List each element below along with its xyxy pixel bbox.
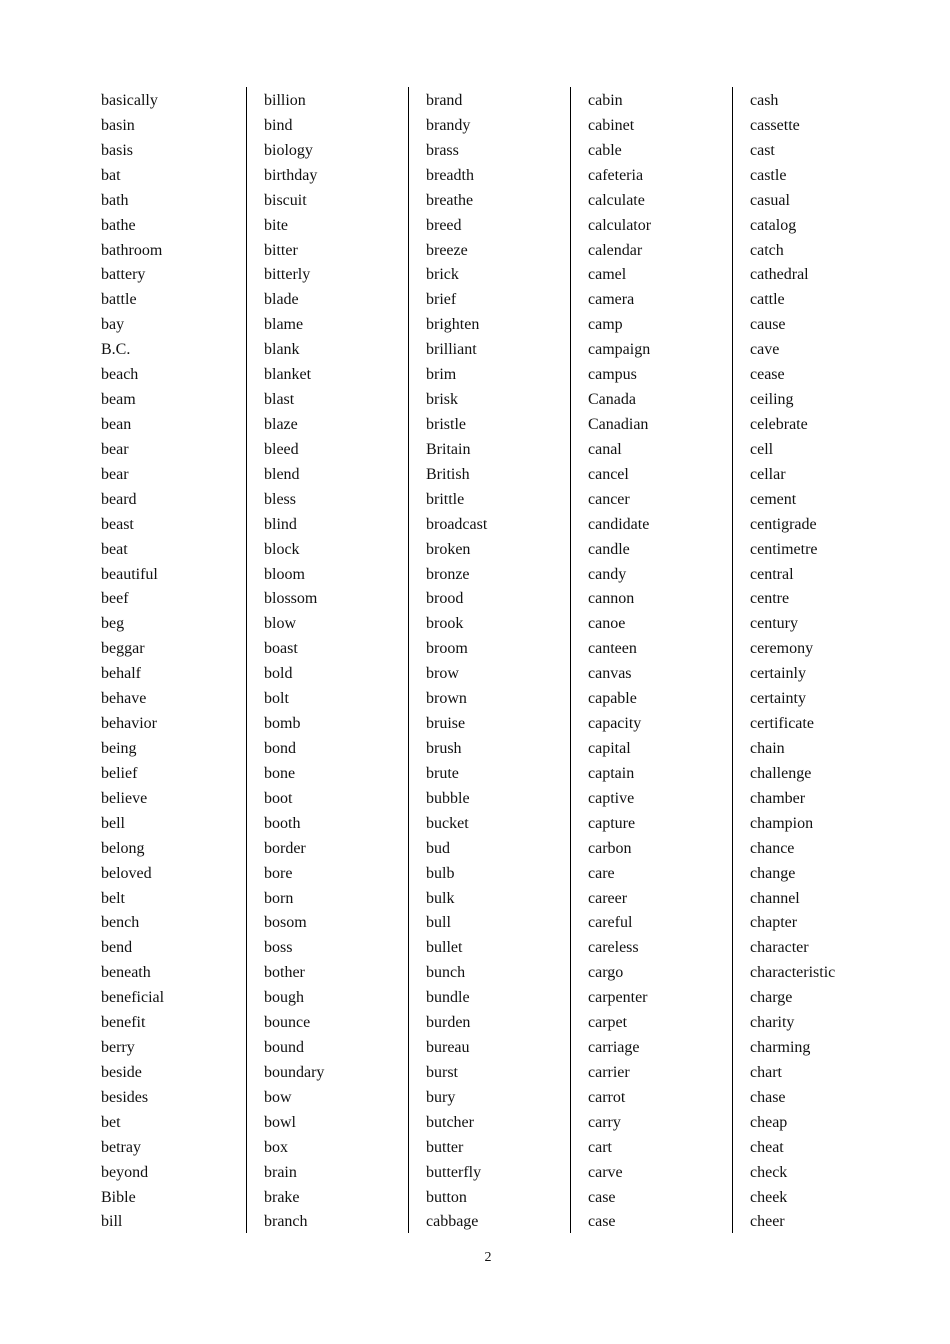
word-entry: cheap <box>750 1113 788 1131</box>
word-entry: bough <box>264 989 304 1007</box>
word-entry: canal <box>588 440 622 458</box>
word-entry: candle <box>588 540 630 558</box>
word-entry: breadth <box>426 166 474 184</box>
word-entry: besides <box>101 1088 149 1106</box>
word-entry: broadcast <box>426 515 488 533</box>
word-entry: beloved <box>101 864 152 882</box>
word-entry: bronze <box>426 565 470 583</box>
word-entry: cart <box>588 1138 612 1156</box>
word-entry: cancer <box>588 490 630 508</box>
word-entry: bleed <box>264 440 299 458</box>
word-entry: bundle <box>426 989 470 1007</box>
word-entry: bite <box>264 216 288 234</box>
word-entry: cabinet <box>588 116 635 134</box>
word-entry: bristle <box>426 415 466 433</box>
word-entry: Canada <box>588 391 636 409</box>
word-entry: check <box>750 1163 788 1181</box>
word-entry: bear <box>101 465 129 483</box>
word-entry: bet <box>101 1113 121 1131</box>
word-entry: box <box>264 1138 288 1156</box>
word-entry: cell <box>750 440 774 458</box>
word-entry: belt <box>101 889 125 907</box>
word-entry: carpet <box>588 1014 628 1032</box>
word-entry: blossom <box>264 590 318 608</box>
word-entry: carpenter <box>588 989 648 1007</box>
word-entry: bitter <box>264 241 298 259</box>
word-entry: bother <box>264 964 305 982</box>
word-entry: castle <box>750 166 787 184</box>
word-entry: career <box>588 889 628 907</box>
word-entry: border <box>264 839 306 857</box>
word-entry: brighten <box>426 316 480 334</box>
word-entry: born <box>264 889 294 907</box>
word-column-4 <box>570 87 732 1233</box>
word-entry: burst <box>426 1063 458 1081</box>
word-entry: carry <box>588 1113 621 1131</box>
word-entry: cash <box>750 92 779 109</box>
word-entry: cheat <box>750 1138 784 1156</box>
word-entry: blend <box>264 465 300 483</box>
word-entry: berry <box>101 1039 135 1057</box>
word-entry: capacity <box>588 715 642 733</box>
word-entry: bathroom <box>101 241 163 259</box>
word-entry: cease <box>750 366 785 384</box>
word-entry: calculator <box>588 216 652 234</box>
word-entry: butcher <box>426 1113 474 1131</box>
word-entry: biscuit <box>264 191 307 209</box>
word-entry: calendar <box>588 241 643 259</box>
word-entry: bowl <box>264 1113 296 1131</box>
word-entry: centigrade <box>750 515 817 533</box>
word-entry: bench <box>101 914 140 932</box>
word-entry: brake <box>264 1188 300 1206</box>
word-entry: campus <box>588 366 637 384</box>
word-entry: chamber <box>750 789 806 807</box>
word-entry: booth <box>264 814 301 832</box>
word-entry: care <box>588 864 615 882</box>
word-entry: bathe <box>101 216 136 234</box>
word-entry: bend <box>101 939 133 957</box>
word-entry: bitterly <box>264 266 311 284</box>
word-entry: bud <box>426 839 450 857</box>
word-entry: basically <box>101 92 158 109</box>
word-entry: beautiful <box>101 565 158 583</box>
word-entry: blaze <box>264 415 298 433</box>
word-entry: carrot <box>588 1088 626 1106</box>
word-entry: believe <box>101 789 148 807</box>
word-entry: cargo <box>588 964 624 982</box>
word-entry: basis <box>101 141 133 159</box>
word-entry: capture <box>588 814 636 832</box>
word-entry: brood <box>426 590 464 608</box>
word-entry: bolt <box>264 690 289 708</box>
word-entry: cabbage <box>426 1213 479 1231</box>
word-entry: certainly <box>750 665 806 683</box>
word-entry: biology <box>264 141 313 159</box>
word-entry: certificate <box>750 715 814 733</box>
word-entry: blade <box>264 291 299 309</box>
word-column-1 <box>84 87 246 1233</box>
word-entry: blast <box>264 391 295 409</box>
word-entry: candidate <box>588 515 650 533</box>
word-entry: bruise <box>426 715 466 733</box>
word-entry: chance <box>750 839 795 857</box>
word-entry: brandy <box>426 116 471 134</box>
word-entry: capital <box>588 739 631 757</box>
word-entry: battle <box>101 291 137 309</box>
word-entry: bless <box>264 490 296 508</box>
word-entry: bulb <box>426 864 455 882</box>
word-entry: chart <box>750 1063 782 1081</box>
word-entry: brick <box>426 266 459 284</box>
word-entry: characteristic <box>750 964 836 982</box>
word-entry: bulk <box>426 889 455 907</box>
word-entry: cannon <box>588 590 635 608</box>
word-entry: brush <box>426 739 462 757</box>
word-entry: cattle <box>750 291 785 309</box>
word-entry: bat <box>101 166 121 184</box>
word-entry: candy <box>588 565 627 583</box>
word-column-3 <box>408 87 570 1233</box>
word-entry: bath <box>101 191 129 209</box>
word-entry: basin <box>101 116 135 134</box>
word-entry: breathe <box>426 191 474 209</box>
word-entry: B.C. <box>101 341 131 359</box>
word-entry: butter <box>426 1138 464 1156</box>
word-entry: bound <box>264 1039 304 1057</box>
word-entry: breed <box>426 216 462 234</box>
word-entry: carriage <box>588 1039 640 1057</box>
word-entry: beat <box>101 540 128 558</box>
word-entry: brilliant <box>426 341 477 359</box>
word-entry: breeze <box>426 241 468 259</box>
word-column-2 <box>246 87 408 1233</box>
word-entry: Britain <box>426 440 471 458</box>
word-entry: chain <box>750 739 785 757</box>
word-entry: being <box>101 739 137 757</box>
word-entry: challenge <box>750 764 812 782</box>
word-entry: behalf <box>101 665 141 683</box>
word-entry: belong <box>101 839 145 857</box>
word-entry: beam <box>101 391 136 409</box>
word-entry: canteen <box>588 640 637 658</box>
word-entry: bean <box>101 415 132 433</box>
word-entry: cheer <box>750 1213 785 1231</box>
word-entry: cement <box>750 490 797 508</box>
word-entry: century <box>750 615 798 633</box>
word-entry: chase <box>750 1088 786 1106</box>
word-entry: casual <box>750 191 790 209</box>
word-entry: brand <box>426 92 463 109</box>
word-entry: bore <box>264 864 293 882</box>
word-entry: camel <box>588 266 627 284</box>
word-entry: brute <box>426 764 459 782</box>
word-entry: Bible <box>101 1188 136 1206</box>
word-column-5 <box>732 87 894 1233</box>
page-number: 2 <box>484 1250 492 1265</box>
word-entry: charming <box>750 1039 811 1057</box>
word-entry: behave <box>101 690 147 708</box>
word-entry: canoe <box>588 615 626 633</box>
word-entry: ceiling <box>750 391 794 409</box>
word-entry: cause <box>750 316 786 334</box>
word-entry: channel <box>750 889 800 907</box>
word-entry: blind <box>264 515 297 533</box>
word-list-table <box>84 87 894 1233</box>
word-entry: cabin <box>588 92 623 109</box>
word-entry: Canadian <box>588 415 649 433</box>
word-entry: bunch <box>426 964 466 982</box>
word-entry: certainty <box>750 690 806 708</box>
word-entry: beg <box>101 615 125 633</box>
word-entry: carrier <box>588 1063 630 1081</box>
word-entry: brook <box>426 615 464 633</box>
word-entry: careless <box>588 939 639 957</box>
word-entry: cassette <box>750 116 800 134</box>
word-entry: canvas <box>588 665 632 683</box>
word-entry: change <box>750 864 796 882</box>
word-entry: bury <box>426 1088 456 1106</box>
word-entry: catalog <box>750 216 797 234</box>
word-entry: belief <box>101 764 138 782</box>
word-entry: cast <box>750 141 775 159</box>
word-entry: brow <box>426 665 459 683</box>
word-entry: cable <box>588 141 622 159</box>
word-entry: centimetre <box>750 540 818 558</box>
word-entry: boot <box>264 789 293 807</box>
word-entry: beef <box>101 590 129 608</box>
word-entry: careful <box>588 914 633 932</box>
word-entry: battery <box>101 266 146 284</box>
word-entry: branch <box>264 1213 308 1231</box>
word-entry: bucket <box>426 814 469 832</box>
word-entry: bold <box>264 665 293 683</box>
word-entry: bounce <box>264 1014 311 1032</box>
word-entry: bay <box>101 316 125 334</box>
word-entry: burden <box>426 1014 471 1032</box>
word-entry: bell <box>101 814 125 832</box>
word-entry: beggar <box>101 640 145 658</box>
word-entry: betray <box>101 1138 141 1156</box>
word-entry: button <box>426 1188 467 1206</box>
word-entry: billion <box>264 92 306 109</box>
word-entry: blow <box>264 615 296 633</box>
word-entry: bosom <box>264 914 307 932</box>
word-entry: brittle <box>426 490 465 508</box>
word-entry: beneficial <box>101 989 165 1007</box>
word-entry: bone <box>264 764 296 782</box>
word-entry: bull <box>426 914 451 932</box>
word-entry: bear <box>101 440 129 458</box>
word-entry: bullet <box>426 939 463 957</box>
word-entry: carve <box>588 1163 623 1181</box>
word-entry: beard <box>101 490 137 508</box>
word-entry: celebrate <box>750 415 808 433</box>
word-entry: boss <box>264 939 293 957</box>
word-entry: broken <box>426 540 471 558</box>
word-entry: ceremony <box>750 640 814 658</box>
word-entry: camera <box>588 291 635 309</box>
word-entry: champion <box>750 814 814 832</box>
word-entry: block <box>264 540 300 558</box>
word-entry: captive <box>588 789 635 807</box>
word-entry: birthday <box>264 166 318 184</box>
word-entry: brain <box>264 1163 297 1181</box>
word-entry: cave <box>750 341 780 359</box>
word-entry: bill <box>101 1213 123 1231</box>
word-entry: bow <box>264 1088 292 1106</box>
word-entry: cheek <box>750 1188 788 1206</box>
word-entry: chapter <box>750 914 798 932</box>
word-entry: benefit <box>101 1014 146 1032</box>
word-entry: brown <box>426 690 467 708</box>
word-entry: bind <box>264 116 293 134</box>
word-entry: cathedral <box>750 266 809 284</box>
word-entry: beach <box>101 366 139 384</box>
word-entry: beneath <box>101 964 151 982</box>
word-entry: calculate <box>588 191 645 209</box>
word-entry: blank <box>264 341 300 359</box>
word-entry: bubble <box>426 789 470 807</box>
word-entry: cancel <box>588 465 629 483</box>
word-entry: bloom <box>264 565 305 583</box>
word-entry: charge <box>750 989 793 1007</box>
word-entry: case <box>588 1213 616 1231</box>
word-entry: bond <box>264 739 296 757</box>
word-entry: camp <box>588 316 623 334</box>
word-entry: central <box>750 565 794 583</box>
word-entry: centre <box>750 590 790 608</box>
word-entry: broom <box>426 640 468 658</box>
word-entry: British <box>426 465 470 483</box>
word-entry: brief <box>426 291 457 309</box>
word-entry: carbon <box>588 839 632 857</box>
word-entry: beside <box>101 1063 142 1081</box>
word-entry: campaign <box>588 341 651 359</box>
word-entry: brisk <box>426 391 458 409</box>
word-entry: cafeteria <box>588 166 644 184</box>
word-entry: character <box>750 939 809 957</box>
word-entry: cellar <box>750 465 786 483</box>
word-entry: capable <box>588 690 637 708</box>
word-entry: boast <box>264 640 298 658</box>
word-entry: beast <box>101 515 134 533</box>
word-entry: blame <box>264 316 304 334</box>
word-entry: charity <box>750 1014 795 1032</box>
word-entry: beyond <box>101 1163 149 1181</box>
word-entry: bureau <box>426 1039 470 1057</box>
word-entry: blanket <box>264 366 312 384</box>
word-entry: behavior <box>101 715 157 733</box>
word-entry: butterfly <box>426 1163 482 1181</box>
word-entry: catch <box>750 241 784 259</box>
word-entry: brim <box>426 366 457 384</box>
word-entry: brass <box>426 141 459 159</box>
word-entry: boundary <box>264 1063 325 1081</box>
word-entry: captain <box>588 764 635 782</box>
word-entry: case <box>588 1188 616 1206</box>
word-entry: bomb <box>264 715 301 733</box>
